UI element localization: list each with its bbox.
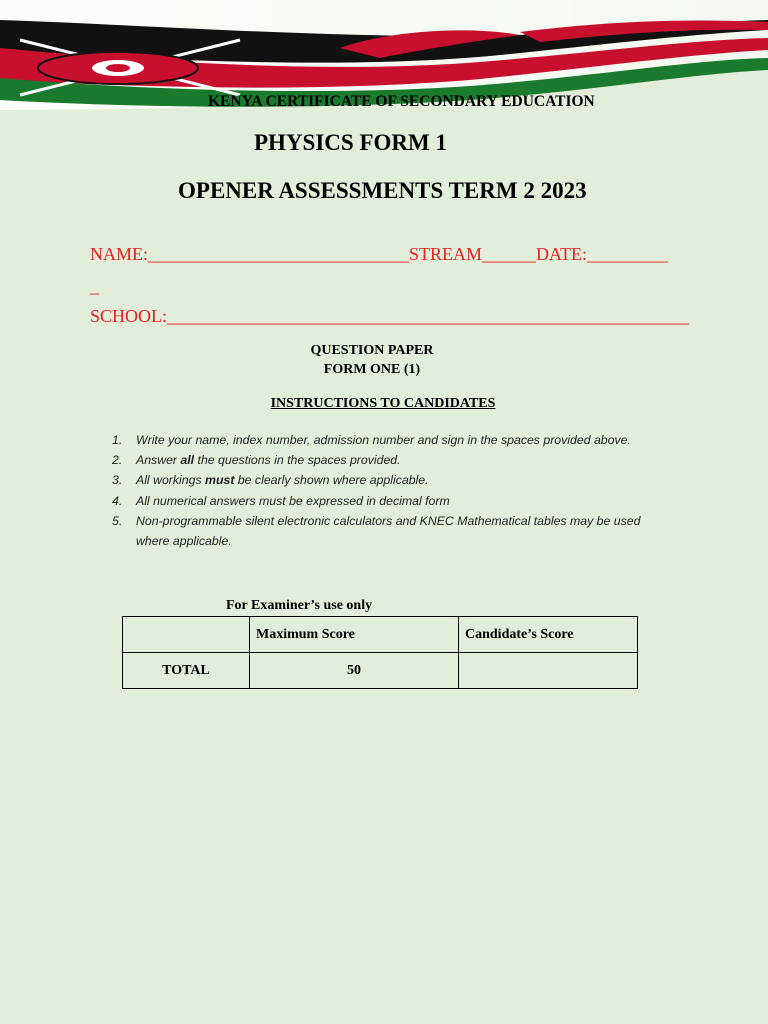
instruction-text: Answer [136,453,181,468]
instruction-number: 1. [112,433,123,447]
instruction-item [112,511,672,551]
instruction-text: Non-programmable silent electronic calculators and KNEC Mathematical tables may be used where applicable. [136,513,641,549]
header-cell-candidate-score: Candidate’s Score [459,617,638,653]
school-field[interactable]: SCHOOL:__________________________________________________________ [90,306,690,326]
instruction-emphasis: all [180,453,195,468]
certificate-header: KENYA CERTIFICATE OF SECONDARY EDUCATION [208,93,595,110]
assessment-title: OPENER ASSESSMENTS TERM 2 2023 [178,178,587,203]
paper-form: FORM ONE (1) [323,362,421,377]
instruction-text: All workings [136,473,206,488]
instruction-item [112,470,672,490]
instructions-list [112,430,672,551]
table-row [123,653,638,689]
name-stream-date-field[interactable]: NAME:_____________________________STREAM______DATE:_________ [90,244,669,264]
instructions-title: INSTRUCTIONS TO CANDIDATES [270,396,496,411]
instruction-text: All numerical answers must be expressed in decimal form [136,493,450,508]
maximum-score-cell: 50 [250,653,459,689]
candidate-score-cell[interactable] [459,653,638,689]
header-cell-blank [123,617,250,653]
instruction-item [112,450,672,470]
paper-type: QUESTION PAPER [310,343,434,358]
instruction-emphasis: must [205,473,235,488]
instruction-number: 2. [112,453,123,468]
table-header-row [123,617,638,653]
total-label-cell: TOTAL [123,653,250,689]
date-field-continuation: _ [90,276,99,296]
instruction-text: the questions in the spaces provided. [194,453,401,468]
instruction-number: 5. [112,513,123,528]
header-cell-maximum-score: Maximum Score [250,617,459,653]
subject-title: PHYSICS FORM 1 [254,130,447,155]
instruction-number: 4. [112,493,123,508]
examiner-label: For Examiner’s use only [226,598,373,613]
instruction-text: Write your name, index number, admission number and sign in the spaces provided above. [136,433,631,447]
examiner-score-table [122,616,638,689]
instruction-item [112,491,672,511]
instruction-text: be clearly shown where applicable. [234,473,429,488]
instruction-item [112,430,672,450]
instruction-number: 3. [112,473,123,488]
